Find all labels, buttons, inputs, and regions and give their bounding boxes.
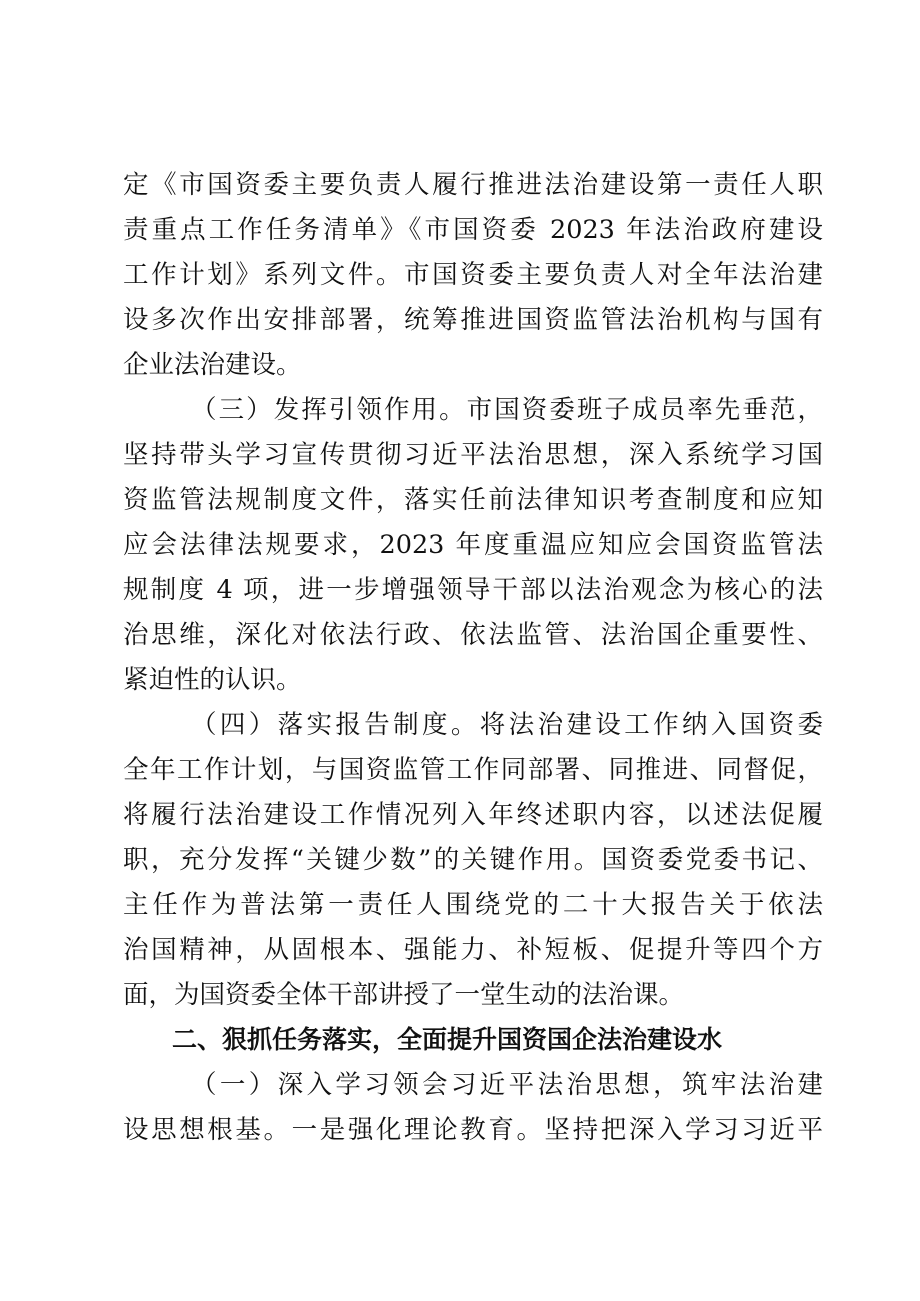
text-line: 设思想根基。一是强化理论教育。坚持把深入学习习近平 bbox=[123, 1115, 823, 1145]
text-line: 规制度 4 项，进一步增强领导干部以法治观念为核心的法 bbox=[123, 575, 823, 605]
text-line: 主任作为普法第一责任人围绕党的二十大报告关于依法 bbox=[123, 890, 823, 920]
paragraph-first-line: （一）深入学习领会习近平法治思想，筑牢法治建 bbox=[191, 1070, 823, 1100]
text-line: 应会法律法规要求，2023 年度重温应知应会国资监管法 bbox=[123, 530, 823, 560]
text-line: 治思维，深化对依法行政、依法监管、法治国企重要性、 bbox=[123, 620, 823, 650]
text-line: 紧迫性的认识。 bbox=[123, 665, 302, 695]
text-line: 定《市国资委主要负责人履行推进法治建设第一责任人职 bbox=[123, 170, 823, 200]
text-line: 全年工作计划，与国资监管工作同部署、同推进、同督促， bbox=[123, 755, 823, 785]
text-line: 治国精神，从固根本、强能力、补短板、促提升等四个方 bbox=[123, 935, 823, 965]
paragraph-first-line: （三）发挥引领作用。市国资委班子成员率先垂范， bbox=[191, 395, 823, 425]
text-line: 资监管法规制度文件，落实任前法律知识考查制度和应知 bbox=[123, 485, 823, 515]
text-line: 企业法治建设。 bbox=[123, 350, 302, 380]
text-line: 责重点工作任务清单》《市国资委 2023 年法治政府建设 bbox=[123, 215, 823, 245]
text-line: 面，为国资委全体干部讲授了一堂生动的法治课。 bbox=[123, 980, 685, 1010]
text-line: 工作计划》系列文件。市国资委主要负责人对全年法治建 bbox=[123, 260, 823, 290]
text-line: 将履行法治建设工作情况列入年终述职内容，以述法促履 bbox=[123, 800, 823, 830]
text-line: 坚持带头学习宣传贯彻习近平法治思想，深入系统学习国 bbox=[123, 440, 823, 470]
section-heading: 二、狠抓任务落实，全面提升国资国企法治建设水 bbox=[172, 1025, 723, 1054]
paragraph-first-line: （四）落实报告制度。将法治建设工作纳入国资委 bbox=[191, 710, 823, 740]
text-line: 职，充分发挥“关键少数”的关键作用。国资委党委书记、 bbox=[123, 845, 823, 875]
text-line: 设多次作出安排部署，统筹推进国资监管法治机构与国有 bbox=[123, 305, 823, 335]
